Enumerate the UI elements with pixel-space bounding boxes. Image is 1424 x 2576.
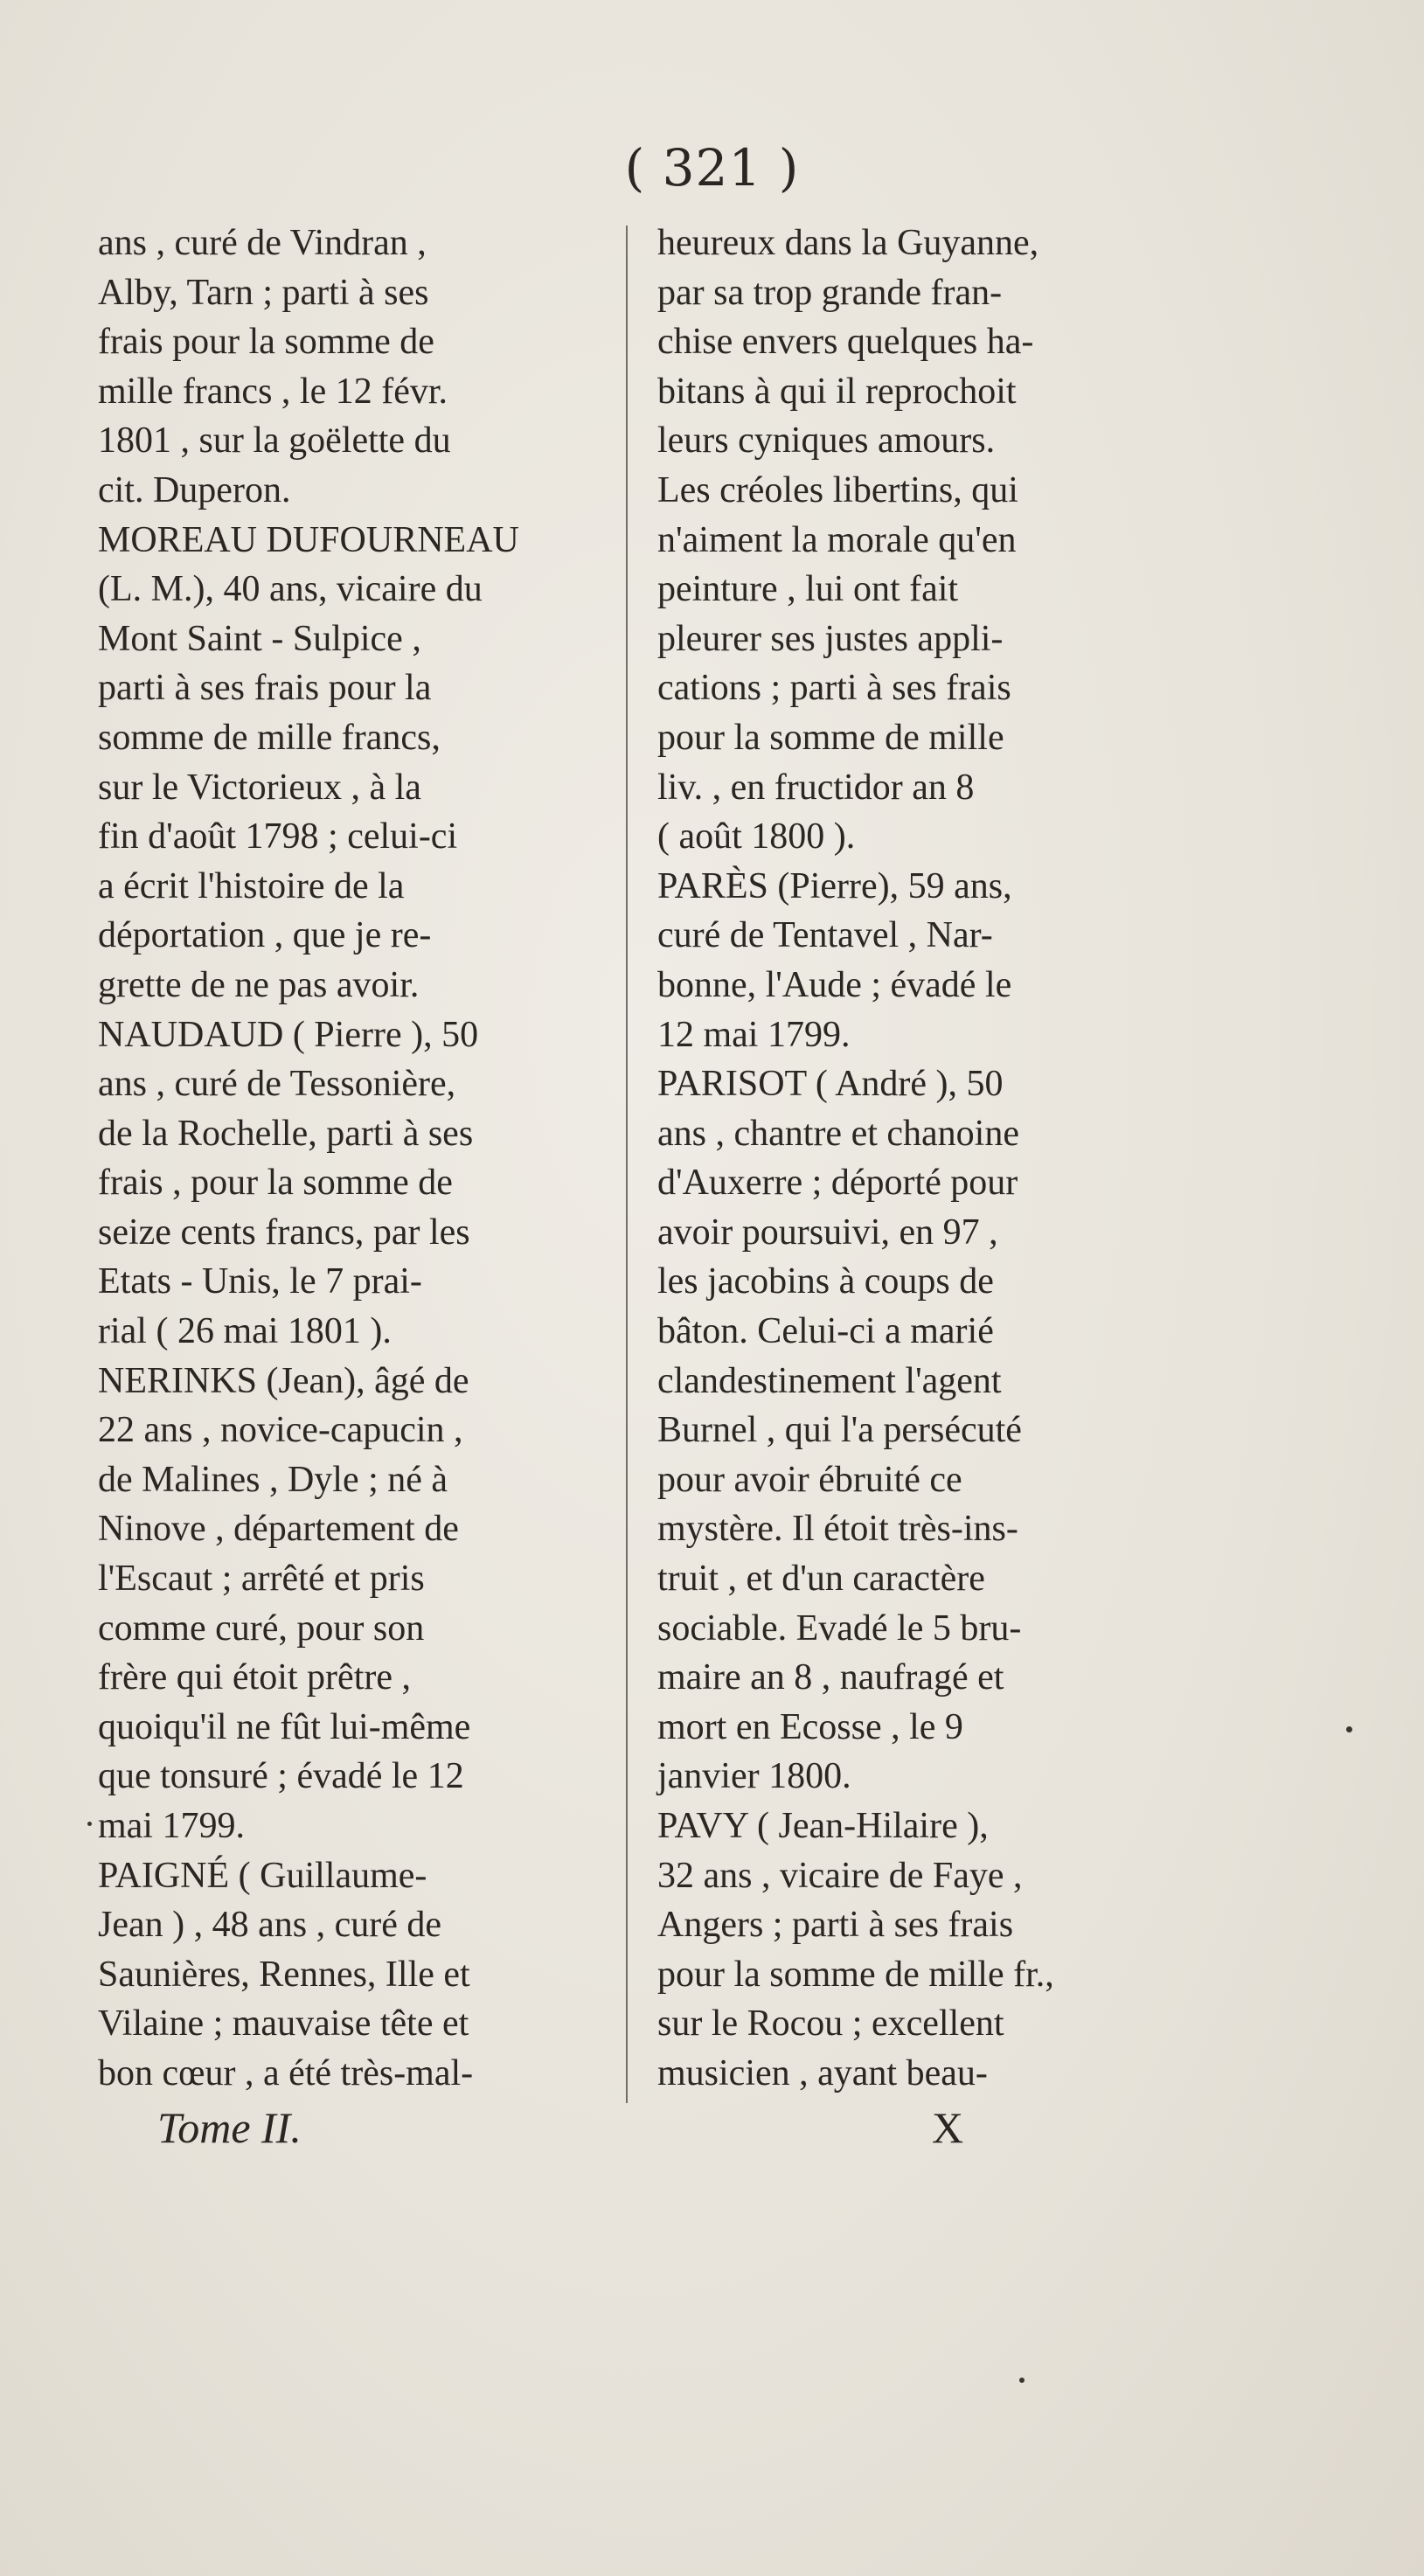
right-column-line: sociable. Evadé le 5 bru- [657, 1607, 1022, 1649]
right-column-line: pour la somme de mille [657, 717, 1004, 758]
right-column-line: liv. , en fructidor an 8 [657, 767, 975, 808]
right-column-line: bitans à qui il reprochoit [657, 371, 1017, 412]
right-column-line: 32 ans , vicaire de Faye , [657, 1855, 1023, 1896]
left-column-line: PAIGNÉ ( Guillaume- [98, 1855, 427, 1896]
left-column-line: déportation , que je re- [98, 915, 432, 956]
left-column-line: grette de ne pas avoir. [98, 964, 420, 1005]
left-column-line: Mont Saint - Sulpice , [98, 618, 421, 659]
left-column-line: rial ( 26 mai 1801 ). [98, 1311, 392, 1352]
right-column-line: bâton. Celui-ci a marié [657, 1311, 994, 1352]
right-column-line: pour avoir ébruité ce [657, 1459, 962, 1500]
left-column-line: que tonsuré ; évadé le 12 [98, 1756, 464, 1797]
left-column-line: ans , curé de Vindran , [98, 223, 427, 263]
right-column-line: musicien , ayant beau- [657, 2052, 988, 2093]
right-column-line: heureux dans la Guyanne, [657, 223, 1039, 263]
right-column-line: n'aiment la morale qu'en [657, 519, 1017, 560]
left-column-line: frère qui étoit prêtre , [98, 1657, 411, 1698]
right-column-line: pour la somme de mille fr., [657, 1954, 1054, 1995]
footer-volume: Tome II. [157, 2103, 302, 2152]
left-column-line: Ninove , département de [98, 1509, 459, 1550]
left-column-line: NERINKS (Jean), âgé de [98, 1360, 469, 1401]
right-column-line: avoir poursuivi, en 97 , [657, 1212, 998, 1253]
right-column-line: mystère. Il étoit très-ins- [657, 1509, 1018, 1550]
ink-speck [87, 1822, 92, 1826]
left-column-line: sur le Victorieux , à la [98, 767, 421, 808]
left-column-line: Saunières, Rennes, Ille et [98, 1954, 470, 1995]
right-column-line: ans , chantre et chanoine [657, 1113, 1019, 1154]
right-column-line: maire an 8 , naufragé et [657, 1657, 1004, 1698]
right-column-line: clandestinement l'agent [657, 1360, 1002, 1401]
right-column-line: pleurer ses justes appli- [657, 618, 1004, 659]
left-column-line: Jean ) , 48 ans , curé de [98, 1905, 442, 1946]
left-column-line: mai 1799. [98, 1806, 245, 1846]
left-column-line: 1801 , sur la goëlette du [98, 420, 451, 462]
right-column-line: sur le Rocou ; excellent [657, 2003, 1004, 2045]
left-column [98, 219, 596, 2099]
left-column-line: de la Rochelle, parti à ses [98, 1113, 474, 1154]
left-column-line: bon cœur , a été très-mal- [98, 2052, 474, 2093]
left-column-line: frais pour la somme de [98, 322, 434, 363]
right-column-line: Les créoles libertins, qui [657, 469, 1018, 510]
right-column-line: ( août 1800 ). [657, 816, 856, 858]
left-column-line: Etats - Unis, le 7 prai- [98, 1261, 422, 1302]
right-column-line: PAVY ( Jean-Hilaire ), [657, 1806, 989, 1846]
right-column-line: Burnel , qui l'a persécuté [657, 1410, 1022, 1451]
left-column-line: mille francs , le 12 févr. [98, 371, 448, 412]
right-column-line: bonne, l'Aude ; évadé le [657, 964, 1012, 1005]
right-column-line: chise envers quelques ha- [657, 322, 1034, 363]
right-column-line: PARISOT ( André ), 50 [657, 1064, 1004, 1105]
right-column-line: peinture , lui ont fait [657, 569, 959, 610]
left-column-line: seize cents francs, par les [98, 1212, 470, 1253]
right-column-line: cations ; parti à ses frais [657, 668, 1011, 709]
left-column-line: l'Escaut ; arrêté et pris [98, 1559, 425, 1600]
ink-speck [1346, 1726, 1352, 1732]
right-column-line: curé de Tentavel , Nar- [657, 915, 993, 956]
left-column-line: Alby, Tarn ; parti à ses [98, 272, 429, 313]
right-column [657, 219, 1163, 2099]
left-column-line: parti à ses frais pour la [98, 668, 432, 709]
ink-speck [1019, 2378, 1025, 2383]
left-column-line: fin d'août 1798 ; celui-ci [98, 816, 458, 858]
column-rule [626, 226, 628, 2103]
right-column-line: les jacobins à coups de [657, 1261, 994, 1302]
left-column-line: ans , curé de Tessonière, [98, 1064, 456, 1105]
right-column-line: janvier 1800. [657, 1756, 851, 1797]
left-column-line: a écrit l'histoire de la [98, 865, 405, 906]
right-column-line: mort en Ecosse , le 9 [657, 1706, 963, 1747]
left-column-line: cit. Duperon. [98, 469, 291, 510]
right-column-line: truit , et d'un caractère [657, 1559, 985, 1600]
left-column-line: Vilaine ; mauvaise tête et [98, 2003, 469, 2045]
left-column-line: (L. M.), 40 ans, vicaire du [98, 569, 483, 610]
left-column-line: 22 ans , novice-capucin , [98, 1410, 463, 1451]
page-number: ( 321 ) [624, 138, 800, 198]
left-column-line: somme de mille francs, [98, 717, 441, 758]
right-column-line: PARÈS (Pierre), 59 ans, [657, 865, 1012, 906]
left-column-line: comme curé, pour son [98, 1607, 425, 1649]
right-column-line: leurs cyniques amours. [657, 420, 996, 462]
left-column-line: MOREAU DUFOURNEAU [98, 519, 519, 560]
right-column-line: par sa trop grande fran- [657, 272, 1003, 313]
left-column-line: NAUDAUD ( Pierre ), 50 [98, 1014, 479, 1055]
left-column-line: frais , pour la somme de [98, 1163, 453, 1204]
left-column-line: de Malines , Dyle ; né à [98, 1459, 448, 1500]
footer-signature: X [932, 2103, 964, 2152]
right-column-line: Angers ; parti à ses frais [657, 1905, 1014, 1946]
left-column-line: quoiqu'il ne fût lui-même [98, 1706, 471, 1747]
right-column-line: d'Auxerre ; déporté pour [657, 1163, 1018, 1204]
right-column-line: 12 mai 1799. [657, 1014, 851, 1055]
